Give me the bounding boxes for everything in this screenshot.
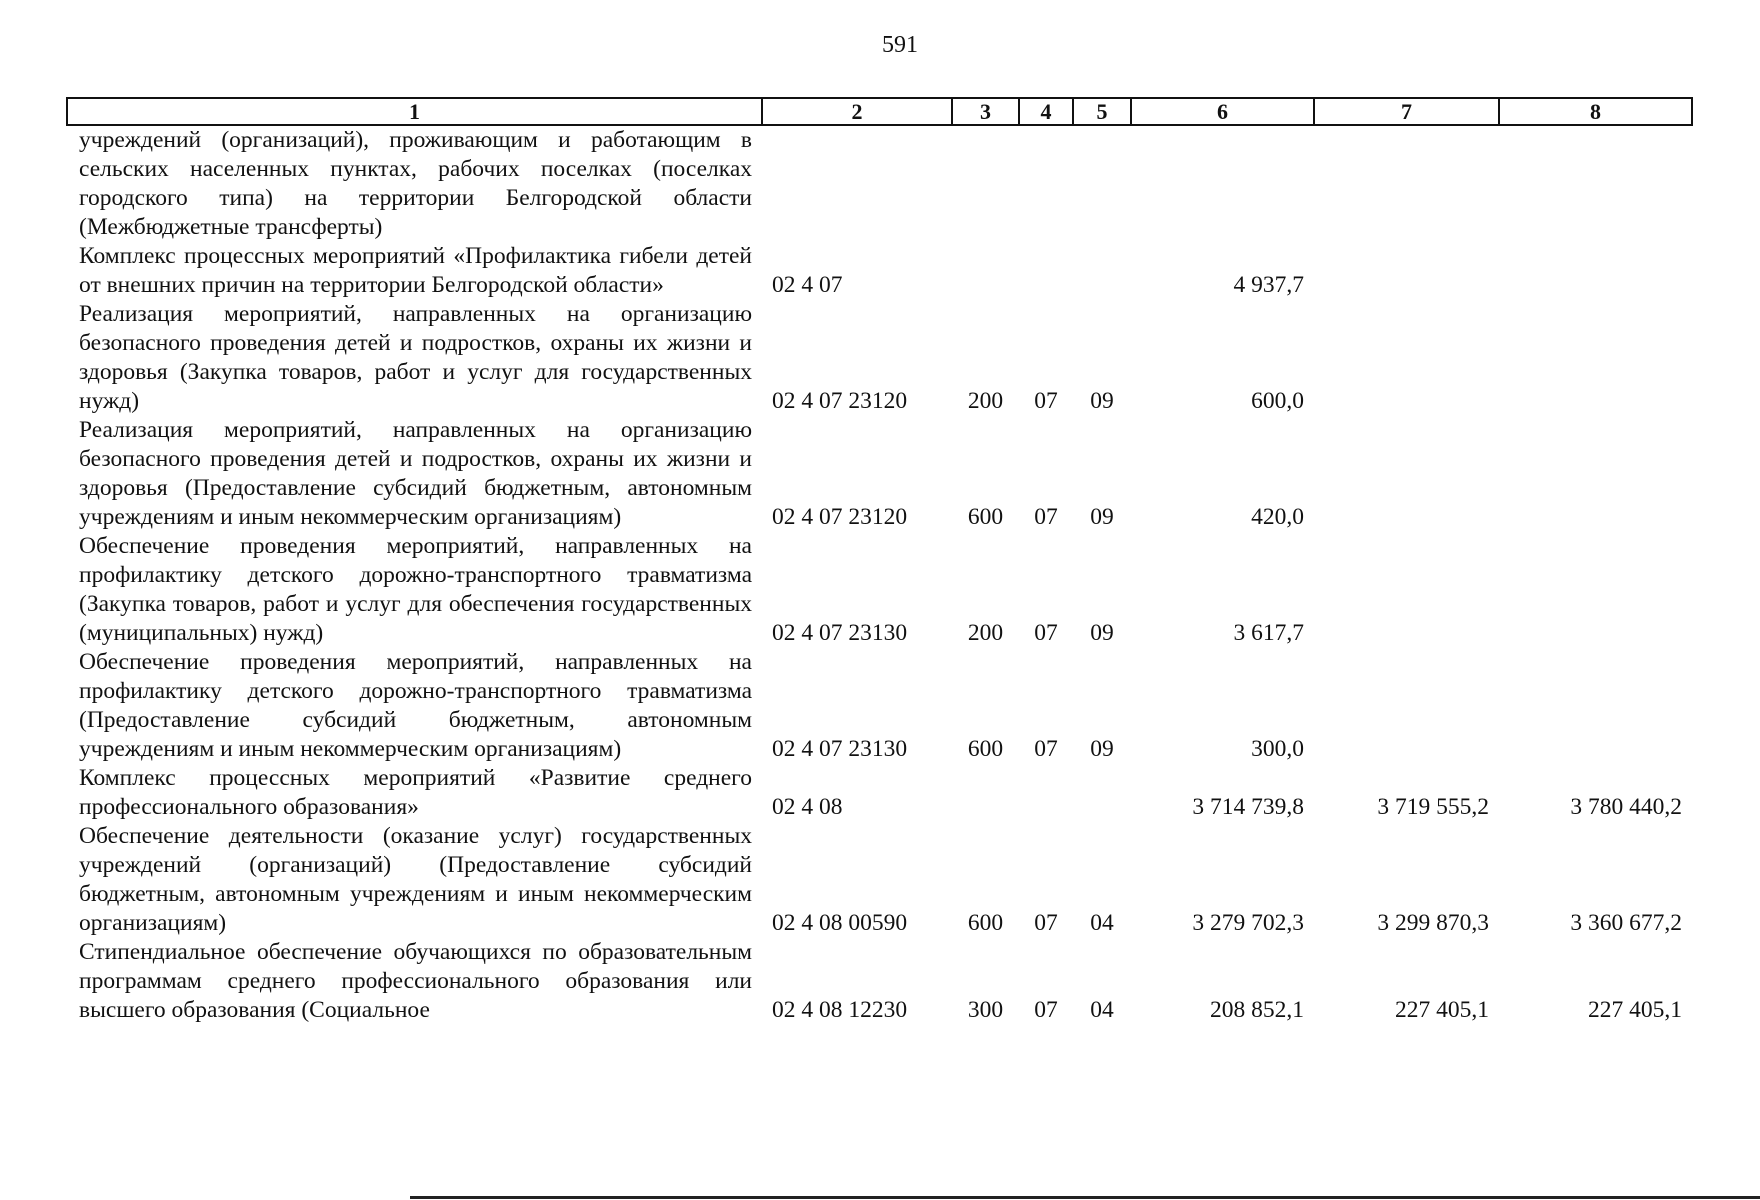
row-rz: 07	[1034, 504, 1058, 530]
row-year3	[1499, 300, 1692, 416]
row-rz	[1019, 764, 1073, 822]
row-vr	[952, 764, 1019, 822]
row-year3: 3 360 677,2	[1570, 910, 1682, 936]
row-name: Обеспечение проведения мероприятий, направленных на профилактику детского дорожно-транспортного травматизма (Предоставление субсидий бюджетным, автономным учреждениям и иным некоммерческим организациям)	[79, 649, 752, 762]
table-row	[67, 242, 1692, 300]
row-vr: 300	[967, 997, 1004, 1023]
row-rz	[1019, 125, 1073, 242]
row-year1: 4 937,7	[1233, 272, 1304, 298]
row-name: Стипендиальное обеспечение обучающихся по образовательным программам среднего профессионального образования или высшего образования (Социальное	[79, 939, 752, 1023]
row-year3: 227 405,1	[1588, 997, 1682, 1023]
column-header-2: 2	[762, 98, 952, 125]
table-row	[67, 764, 1692, 822]
row-rz: 07	[1034, 388, 1058, 414]
row-name: Обеспечение деятельности (оказание услуг) государственных учреждений (организаций) (Предоставление субсидий бюджетным, автономным учреждениям и иным некоммерческим организациям)	[79, 823, 752, 936]
row-name: Обеспечение проведения мероприятий, направленных на профилактику детского дорожно-транспортного травматизма (Закупка товаров, работ и услуг для обеспечения государственных (муниципальных) нужд)	[79, 533, 752, 646]
column-header-1: 1	[67, 98, 762, 125]
row-pr: 04	[1090, 997, 1114, 1023]
column-header-3: 3	[952, 98, 1019, 125]
column-header-4: 4	[1019, 98, 1073, 125]
row-pr	[1073, 242, 1131, 300]
column-header-5: 5	[1073, 98, 1131, 125]
row-vr: 200	[967, 388, 1004, 414]
column-header-7: 7	[1314, 98, 1499, 125]
table-row	[67, 532, 1692, 648]
row-year2	[1314, 532, 1499, 648]
table-row	[67, 822, 1692, 938]
row-rz: 07	[1034, 910, 1058, 936]
row-code: 02 4 08	[772, 794, 843, 820]
row-name: Реализация мероприятий, направленных на организацию безопасного проведения детей и подростков, охраны их жизни и здоровья (Закупка товаров, работ и услуг для государственных нужд)	[79, 301, 752, 414]
row-year1: 3 714 739,8	[1192, 794, 1304, 820]
row-year1: 600,0	[1251, 388, 1304, 414]
row-year2	[1314, 416, 1499, 532]
row-year1: 300,0	[1251, 736, 1304, 762]
row-year2	[1314, 242, 1499, 300]
row-year2	[1314, 300, 1499, 416]
row-code: 02 4 08 12230	[772, 997, 908, 1023]
row-year1: 208 852,1	[1210, 997, 1304, 1023]
row-code: 02 4 07	[772, 272, 843, 298]
row-code	[762, 125, 952, 242]
row-rz: 07	[1034, 736, 1058, 762]
table-row	[67, 125, 1692, 242]
budget-table	[66, 97, 1693, 1025]
row-name: Реализация мероприятий, направленных на организацию безопасного проведения детей и подростков, охраны их жизни и здоровья (Предоставление субсидий бюджетным, автономным учреждениям и иным некоммерческим организациям)	[79, 417, 752, 530]
table-row	[67, 300, 1692, 416]
row-rz	[1019, 242, 1073, 300]
table-header-row	[67, 98, 1692, 125]
bottom-rule	[410, 1196, 1760, 1199]
row-vr: 600	[967, 504, 1004, 530]
row-year1: 420,0	[1251, 504, 1304, 530]
row-year2	[1314, 648, 1499, 764]
row-vr: 600	[967, 910, 1004, 936]
row-code: 02 4 08 00590	[772, 910, 908, 936]
row-pr: 04	[1090, 910, 1114, 936]
table-row	[67, 648, 1692, 764]
row-code: 02 4 07 23130	[772, 736, 908, 762]
row-year3	[1499, 532, 1692, 648]
row-year2: 3 719 555,2	[1377, 794, 1489, 820]
row-year3	[1499, 416, 1692, 532]
row-pr	[1073, 125, 1131, 242]
row-code: 02 4 07 23120	[772, 388, 908, 414]
row-year2: 227 405,1	[1395, 997, 1489, 1023]
row-year2	[1314, 125, 1499, 242]
column-header-8: 8	[1499, 98, 1692, 125]
table-row	[67, 938, 1692, 1025]
row-year1: 3 279 702,3	[1192, 910, 1304, 936]
table-row	[67, 416, 1692, 532]
row-vr	[952, 125, 1019, 242]
column-header-6: 6	[1131, 98, 1314, 125]
row-year3	[1499, 125, 1692, 242]
row-pr	[1073, 764, 1131, 822]
row-pr: 09	[1090, 620, 1114, 646]
row-year2: 3 299 870,3	[1377, 910, 1489, 936]
row-year1: 3 617,7	[1233, 620, 1304, 646]
row-vr	[952, 242, 1019, 300]
row-year3: 3 780 440,2	[1570, 794, 1682, 820]
row-year3	[1499, 242, 1692, 300]
row-pr: 09	[1090, 736, 1114, 762]
row-code: 02 4 07 23130	[772, 620, 908, 646]
row-name: Комплекс процессных мероприятий «Профилактика гибели детей от внешних причин на территории Белгородской области»	[79, 243, 752, 298]
page-number: 591	[882, 32, 918, 58]
row-rz: 07	[1034, 620, 1058, 646]
row-name: учреждений (организаций), проживающим и работающим в сельских населенных пунктах, рабочих поселках (поселках городского типа) на территории Белгородской области (Межбюджетные трансферты)	[79, 127, 752, 240]
row-vr: 200	[967, 620, 1004, 646]
row-name: Комплекс процессных мероприятий «Развитие среднего профессионального образования»	[79, 765, 752, 820]
row-pr: 09	[1090, 388, 1114, 414]
row-vr: 600	[967, 736, 1004, 762]
row-rz: 07	[1034, 997, 1058, 1023]
row-code: 02 4 07 23120	[772, 504, 908, 530]
row-year3	[1499, 648, 1692, 764]
row-year1	[1131, 125, 1314, 242]
row-pr: 09	[1090, 504, 1114, 530]
